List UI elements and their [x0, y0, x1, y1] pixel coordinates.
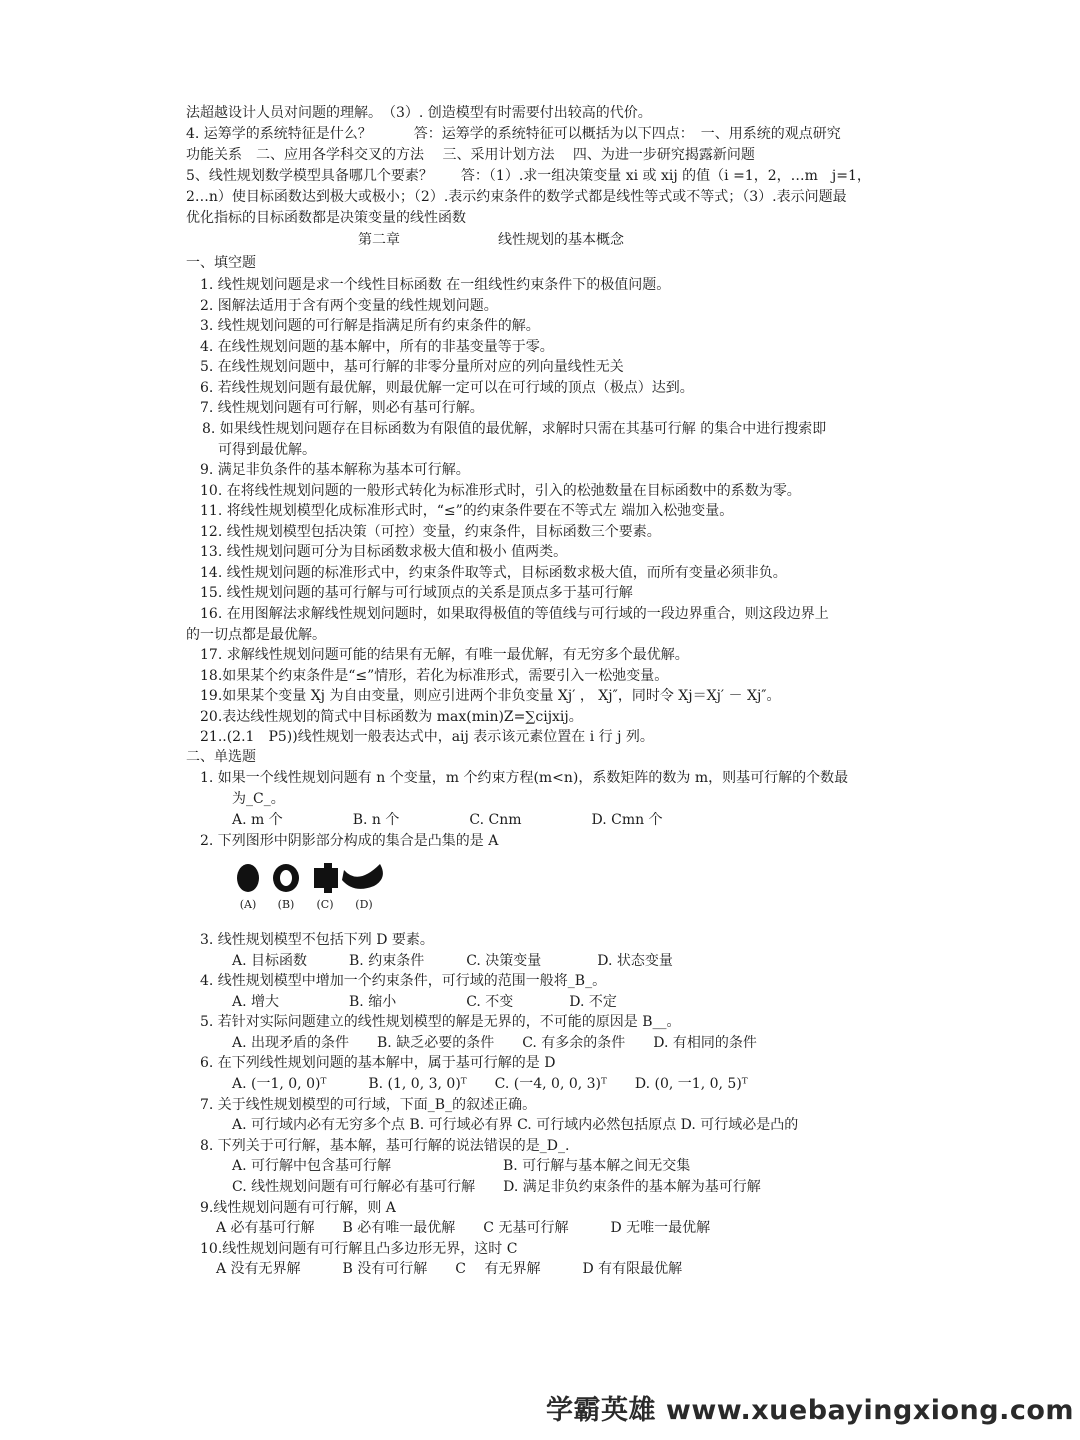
line-text: 10. 在将线性规划问题的一般形式转化为标准形式时，引入的松弛数量在目标函数中的系数为零。 [200, 483, 801, 499]
line-text: 5、线性规划数学模型具备哪几个要素？ 答：（1）.求一组决策变量 xi 或 xij 的值（i =1，2，…m j=1， [186, 168, 871, 184]
figure-label-d: (D) [355, 898, 373, 911]
line-text: 2. 下列图形中阴影部分构成的集合是凸集的是 A [200, 833, 499, 849]
line-text: 7. 关于线性规划模型的可行域，下面_B_的叙述正确。 [200, 1097, 537, 1113]
line-text: A. 可行域内必有无穷多个点 B. 可行域必有界 C. 可行域内必然包括原点 D. 可行域必是凸的 [232, 1117, 799, 1133]
line-text: A. 增大 B. 缩小 C. 不变 D. 不定 [232, 994, 617, 1010]
line-text: 11. 将线性规划模型化成标准形式时，“≤”的约束条件要在不等式左 端加入松弛变量。 [200, 503, 734, 519]
shape-a [237, 864, 259, 892]
choice-question [200, 1199, 396, 1217]
shape-b-hole [280, 870, 292, 886]
choice-options [232, 1116, 798, 1134]
choice-question [200, 931, 434, 949]
choice-options [232, 1178, 761, 1196]
choice-options [216, 1260, 682, 1278]
section-heading [186, 748, 256, 766]
line-text: 12. 线性规划模型包括决策（可控）变量，约束条件，目标函数三个要素。 [200, 524, 661, 540]
choice-question-continued [232, 790, 285, 808]
line-text: 17. 求解线性规划问题可能的结果有无解，有唯一最优解，有无穷多个最优解。 [200, 647, 689, 663]
line-text: C. 线性规划问题有可行解必有基可行解 D. 满足非负约束条件的基本解为基可行解 [232, 1179, 761, 1195]
choice-options [232, 952, 673, 970]
fill-blank-item [200, 338, 554, 356]
line-text: 1. 线性规划问题是求一个线性目标函数 在一组线性约束条件下的极值问题。 [200, 277, 671, 293]
line-text: 一、填空题 [186, 255, 256, 271]
line-text: A. (一1, 0, 0)ᵀ B. (1, 0, 3, 0)ᵀ C. (一4, 0, 0, 3)ᵀ D. (0, 一1, 0, 5)ᵀ [232, 1076, 748, 1092]
line-text: A 没有无界解 B 没有可行解 C 有无界解 D 有有限最优解 [216, 1261, 683, 1277]
line-text: 可得到最优解。 [218, 442, 316, 458]
convex-set-figure [232, 858, 392, 914]
line-text: 19.如果某个变量 Xj 为自由变量，则应引进两个非负变量 Xj′ ， Xj″，同时令 Xj＝Xj′ － Xj″。 [200, 688, 781, 704]
line-text: 6. 在下列线性规划问题的基本解中，属于基可行解的是 D [200, 1055, 556, 1071]
fill-blank-item [200, 502, 733, 520]
line-text: A. 出现矛盾的条件 B. 缺乏必要的条件 C. 有多余的条件 D. 有相同的条件 [232, 1035, 757, 1051]
choice-question [200, 972, 606, 990]
choice-question [200, 769, 848, 787]
figure-label-a: (A) [239, 898, 257, 911]
line-text: A 必有基可行解 B 必有唯一最优解 C 无基可行解 D 无唯一最优解 [216, 1220, 711, 1236]
choice-question [200, 1240, 517, 1258]
text-line [186, 209, 466, 227]
fill-blank-item [200, 523, 661, 541]
fill-blank-item [200, 584, 633, 602]
choice-options [232, 993, 617, 1011]
shape-c [314, 863, 338, 893]
fill-blank-item-continued [218, 441, 316, 459]
site-watermark: 学霸英雄 www.xuebayingxiong.com [546, 1395, 1075, 1426]
choice-options [232, 811, 663, 829]
line-text: 的一切点都是最优解。 [186, 627, 326, 643]
choice-question [200, 832, 498, 850]
line-text: 4. 线性规划模型中增加一个约束条件，可行域的范围一般将_B_。 [200, 973, 607, 989]
fill-blank-item [200, 543, 567, 561]
line-text: 13. 线性规划问题可分为目标函数求极大值和极小 值两类。 [200, 544, 568, 560]
fill-blank-item [200, 482, 801, 500]
choice-question [200, 1054, 555, 1072]
line-text: A. 目标函数 B. 约束条件 C. 决策变量 D. 状态变量 [232, 953, 673, 969]
line-text: 14. 线性规划问题的标准形式中，约束条件取等式，目标函数求极大值，而所有变量必须非负。 [200, 565, 787, 581]
text-line [186, 167, 871, 185]
fill-blank-item [200, 646, 689, 664]
line-text: 2. 图解法适用于含有两个变量的线性规划问题。 [200, 298, 498, 314]
line-text: 功能关系 二、应用各学科交叉的方法 三、采用计划方法 四、为进一步研究揭露新问题 [186, 147, 755, 163]
line-text: 15. 线性规划问题的基可行解与可行域顶点的关系是顶点多于基可行解 [200, 585, 633, 601]
fill-blank-item [200, 728, 654, 746]
line-text: 18.如果某个约束条件是“≤”情形，若化为标准形式，需要引入一松弛变量。 [200, 668, 669, 684]
text-line [186, 188, 847, 206]
text-line [186, 104, 652, 122]
line-text: 16. 在用图解法求解线性规划问题时，如果取得极值的等值线与可行域的一段边界重合，则这段边界上 [200, 606, 829, 622]
shape-d [342, 864, 383, 889]
fill-blank-item [200, 317, 540, 335]
line-text: 4. 运筹学的系统特征是什么？ 答：运筹学的系统特征可以概括为以下四点： 一、用系统的观点研究 [186, 126, 841, 142]
fill-blank-item-continued [186, 626, 326, 644]
figure-label-b: (B) [277, 898, 295, 911]
fill-blank-item [200, 564, 787, 582]
line-text: A. 可行解中包含基可行解 B. 可行解与基本解之间无交集 [232, 1158, 691, 1174]
line-text: 2…n）使目标函数达到极大或极小；（2）.表示约束条件的数学式都是线性等式或不等式；（3）.表示问题最 [186, 189, 847, 205]
text-line [186, 125, 841, 143]
line-text: 9. 满足非负条件的基本解称为基本可行解。 [200, 462, 470, 478]
line-text: 10.线性规划问题有可行解且凸多边形无界，这时 C [200, 1241, 518, 1257]
line-text: 4. 在线性规划问题的基本解中，所有的非基变量等于零。 [200, 339, 554, 355]
fill-blank-item [200, 605, 829, 623]
line-text: 第二章 线性规划的基本概念 [358, 232, 624, 248]
line-text: 优化指标的目标函数都是决策变量的线性函数 [186, 210, 466, 226]
fill-blank-item [200, 379, 694, 397]
text-line [186, 146, 755, 164]
line-text: A. m 个 B. n 个 C. Cnm D. Cmn 个 [232, 812, 663, 828]
line-text: 9.线性规划问题有可行解，则 A [200, 1200, 396, 1216]
fill-blank-item [200, 708, 583, 726]
line-text: 6. 若线性规划问题有最优解，则最优解一定可以在可行域的顶点（极点）达到。 [200, 380, 694, 396]
line-text: 7. 线性规划问题有可行解，则必有基可行解。 [200, 400, 484, 416]
fill-blank-item [202, 420, 826, 438]
line-text: 5. 若针对实际问题建立的线性规划模型的解是无界的，不可能的原因是 B__。 [200, 1014, 681, 1030]
fill-blank-item [200, 687, 781, 705]
line-text: 法超越设计人员对问题的理解。 （3）. 创造模型有时需要付出较高的代价。 [186, 105, 652, 121]
choice-question [200, 1013, 681, 1031]
fill-blank-item [200, 297, 498, 315]
line-text: 1. 如果一个线性规划问题有 n 个变量，m 个约束方程(m<n)，系数矩阵的数为 m，则基可行解的个数最 [200, 770, 849, 786]
choice-options [216, 1219, 710, 1237]
section-heading [186, 254, 256, 272]
fill-blank-item [200, 399, 484, 417]
line-text: 20.表达线性规划的简式中目标函数为 max(min)Z=∑cijxij。 [200, 709, 583, 725]
choice-options [232, 1075, 748, 1093]
fill-blank-item [200, 358, 624, 376]
choice-question [200, 1096, 536, 1114]
fill-blank-item [200, 667, 668, 685]
chapter-heading [358, 231, 624, 249]
figure-label-c: (C) [316, 898, 334, 911]
line-text: 5. 在线性规划问题中，基可行解的非零分量所对应的列向量线性无关 [200, 359, 624, 375]
choice-options [232, 1034, 757, 1052]
choice-question [200, 1137, 569, 1155]
line-text: 3. 线性规划模型不包括下列 D 要素。 [200, 932, 434, 948]
choice-options [232, 1157, 690, 1175]
line-text: 二、单选题 [186, 749, 256, 765]
fill-blank-item [200, 461, 470, 479]
line-text: 为_C_。 [232, 791, 285, 807]
line-text: 21..(2.1 P5))线性规划一般表达式中，aij 表示该元素位置在 i 行 j 列。 [200, 729, 654, 745]
line-text: 8. 下列关于可行解，基本解，基可行解的说法错误的是_D_. [200, 1138, 570, 1154]
line-text: 8. 如果线性规划问题存在目标函数为有限值的最优解，求解时只需在其基可行解 的集合中进行搜索即 [202, 421, 827, 437]
line-text: 3. 线性规划问题的可行解是指满足所有约束条件的解。 [200, 318, 540, 334]
fill-blank-item [200, 276, 670, 294]
